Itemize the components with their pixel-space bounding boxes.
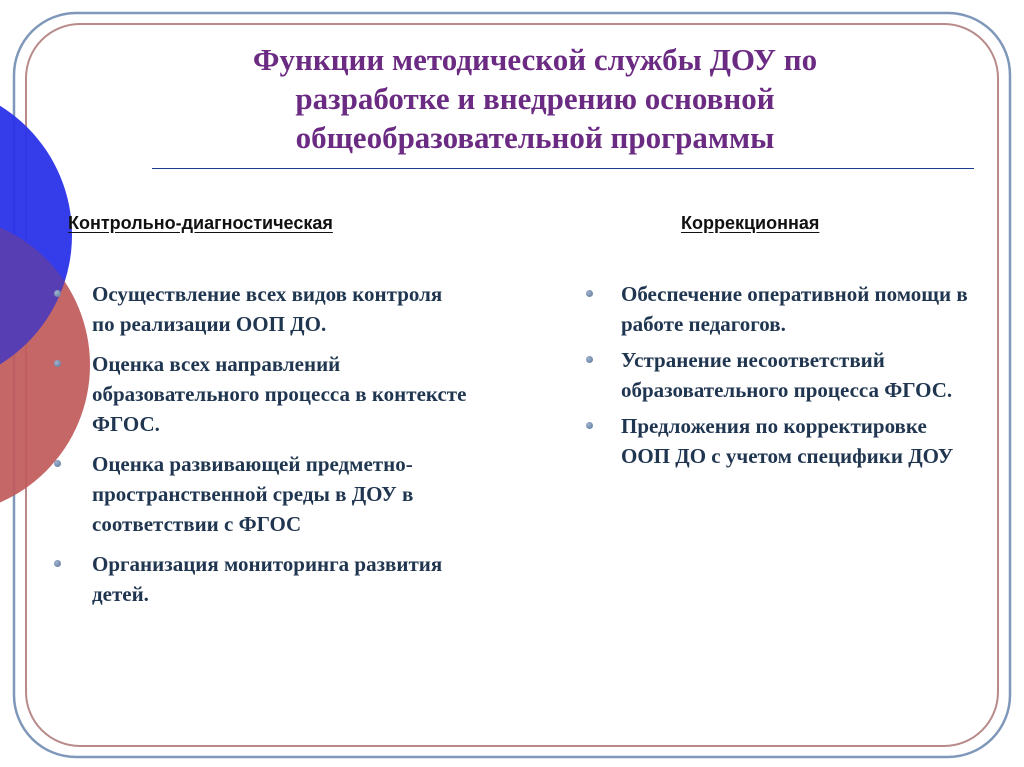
list-item <box>48 349 468 439</box>
bullet-icon <box>54 360 61 367</box>
list-item-text: Оценка всех направлений образовательного процесса в контексте ФГОС. <box>92 352 467 436</box>
list-item-text: Организация мониторинга развития детей. <box>92 552 443 606</box>
bullet-icon <box>586 422 593 429</box>
bullet-icon <box>54 460 61 467</box>
left-column-heading: Контрольно-диагностическая <box>68 213 333 233</box>
list-item <box>578 345 978 405</box>
list-item <box>48 549 468 609</box>
list-item-text: Устранение несоответствий образовательного процесса ФГОС. <box>621 348 953 402</box>
bullet-icon <box>586 290 593 297</box>
list-item-text: Предложения по корректировке ООП ДО с учетом специфики ДОУ <box>621 414 954 468</box>
list-item-text: Обеспечение оперативной помощи в работе педагогов. <box>621 282 968 336</box>
title-divider <box>152 168 974 169</box>
list-item <box>48 449 468 539</box>
bullet-icon <box>54 290 61 297</box>
title-line-3: общеобразовательной программы <box>295 120 775 155</box>
bullet-icon <box>54 560 61 567</box>
list-item-text: Осуществление всех видов контроля по реализации ООП ДО. <box>92 282 443 336</box>
title-line-1: Функции методической службы ДОУ по <box>252 42 818 77</box>
left-column-list <box>48 279 468 619</box>
right-column-list <box>578 279 978 477</box>
list-item <box>578 411 978 471</box>
list-item-text: Оценка развивающей предметно-пространственной среды в ДОУ в соответствии с ФГОС <box>92 452 414 536</box>
title-line-2: разработке и внедрению основной <box>295 81 775 116</box>
bullet-icon <box>586 356 593 363</box>
slide-title <box>150 40 920 157</box>
list-item <box>578 279 978 339</box>
list-item <box>48 279 468 339</box>
right-column-heading: Коррекционная <box>681 213 820 233</box>
